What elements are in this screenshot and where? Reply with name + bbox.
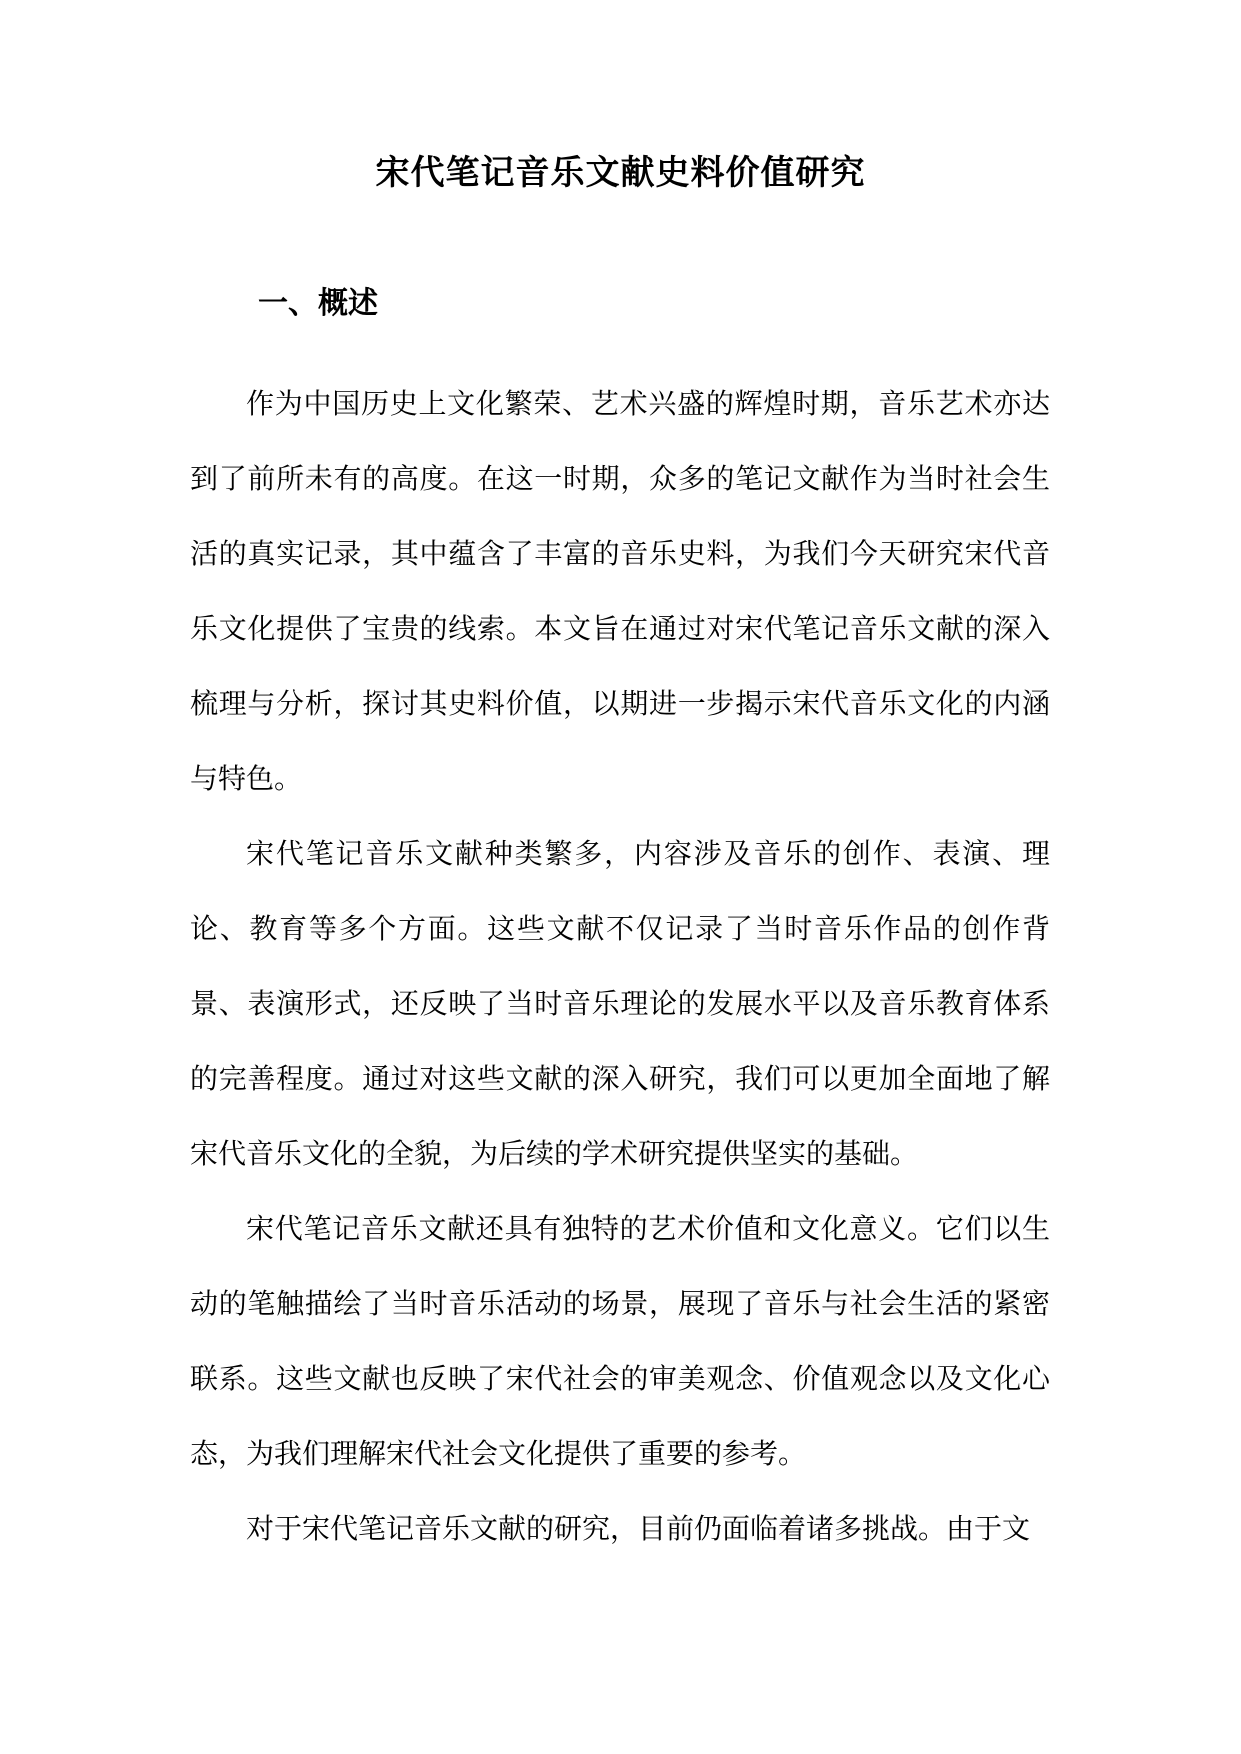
paragraph: 宋代笔记音乐文献种类繁多，内容涉及音乐的创作、表演、理论、教育等多个方面。这些文献不仅记录了当时音乐作品的创作背景、表演形式，还反映了当时音乐理论的发展水平以及音乐教育体系的完善程度。通过对这些文献的深入研究，我们可以更加全面地了解宋代音乐文化的全貌，为后续的学术研究提供坚实的基础。	[190, 837, 1050, 1170]
paragraph: 宋代笔记音乐文献还具有独特的艺术价值和文化意义。它们以生动的笔触描绘了当时音乐活动的场景，展现了音乐与社会生活的紧密联系。这些文献也反映了宋代社会的审美观念、价值观念以及文化心态，为我们理解宋代社会文化提供了重要的参考。	[190, 1212, 1050, 1470]
paragraph: 作为中国历史上文化繁荣、艺术兴盛的辉煌时期，音乐艺术亦达到了前所未有的高度。在这一时期，众多的笔记文献作为当时社会生活的真实记录，其中蕴含了丰富的音乐史料，为我们今天研究宋代音乐文化提供了宝贵的线索。本文旨在通过对宋代笔记音乐文献的深入梳理与分析，探讨其史料价值，以期进一步揭示宋代音乐文化的内涵与特色。	[190, 387, 1050, 795]
body-text	[190, 366, 1050, 1566]
document-title: 宋代笔记音乐文献史料价值研究	[375, 153, 866, 193]
section-heading: 一、概述	[258, 286, 378, 321]
paragraph: 对于宋代笔记音乐文献的研究，目前仍面临着诸多挑战。由于文	[246, 1512, 1031, 1545]
